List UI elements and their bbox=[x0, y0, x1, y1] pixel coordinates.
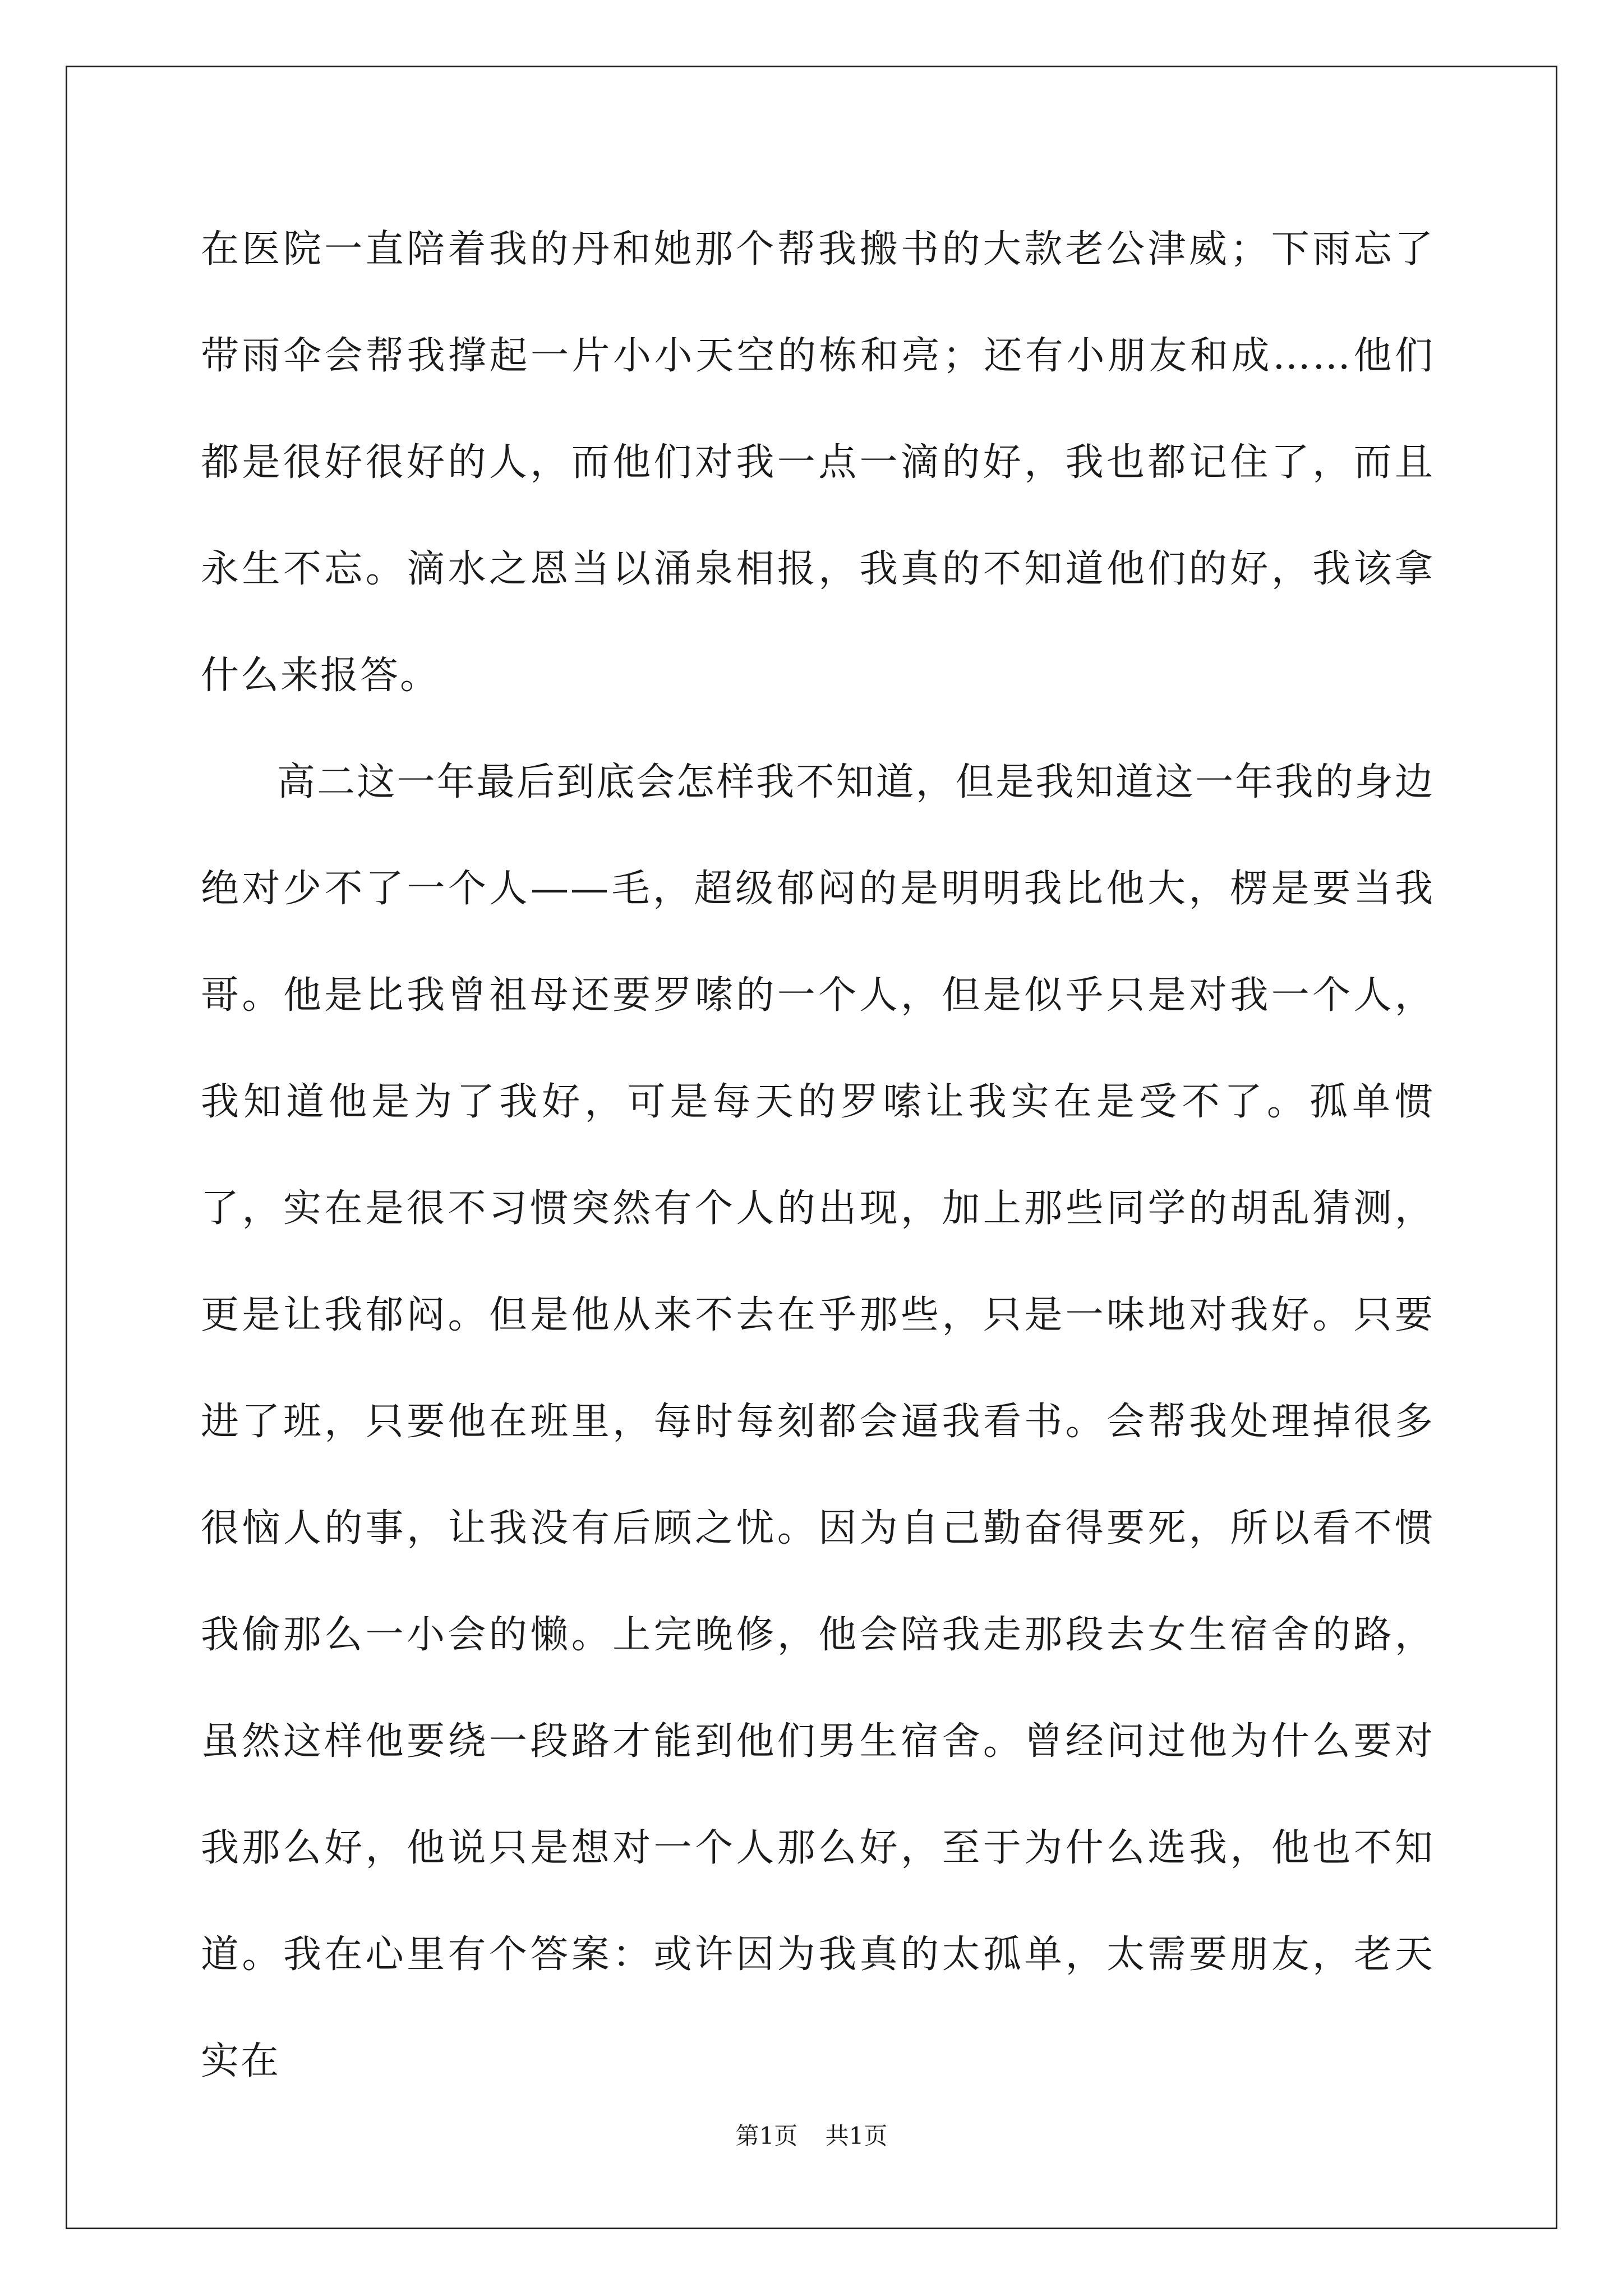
paragraph-1: 在医院一直陪着我的丹和她那个帮我搬书的大款老公津威；下雨忘了带雨伞会帮我撑起一片小小天空的栋和亮；还有小朋友和成……他们都是很好很好的人，而他们对我一点一滴的好，我也都记住了，而且永生不忘。滴水之恩当以涌泉相报，我真的不知道他们的好，我该拿什么来报答。 bbox=[201, 227, 1435, 698]
page-number-total: 共1页 bbox=[825, 2122, 888, 2150]
document-body bbox=[201, 196, 1435, 2115]
paragraph-2: 高二这一年最后到底会怎样我不知道，但是我知道这一年我的身边绝对少不了一个人——毛，超级郁闷的是明明我比他大，楞是要当我哥。他是比我曾祖母还要罗嗦的一个人，但是似乎只是对我一个人，我知道他是为了我好，可是每天的罗嗦让我实在是受不了。孤单惯了，实在是很不习惯突然有个人的出现，加上那些同学的胡乱猜测，更是让我郁闷。但是他从来不去在乎那些，只是一味地对我好。只要进了班，只要他在班里，每时每刻都会逼我看书。会帮我处理掉很多很恼人的事，让我没有后顾之忧。因为自己勤奋得要死，所以看不惯我偷那么一小会的懒。上完晚修，他会陪我走那段去女生宿舍的路，虽然这样他要绕一段路才能到他们男生宿舍。曾经问过他为什么要对我那么好，他说只是想对一个人那么好，至于为什么选我，他也不知道。我在心里有个答案：或许因为我真的太孤单，太需要朋友，老天实在 bbox=[201, 760, 1435, 2083]
page-footer bbox=[0, 2118, 1623, 2151]
page-number-current: 第1页 bbox=[735, 2122, 798, 2150]
